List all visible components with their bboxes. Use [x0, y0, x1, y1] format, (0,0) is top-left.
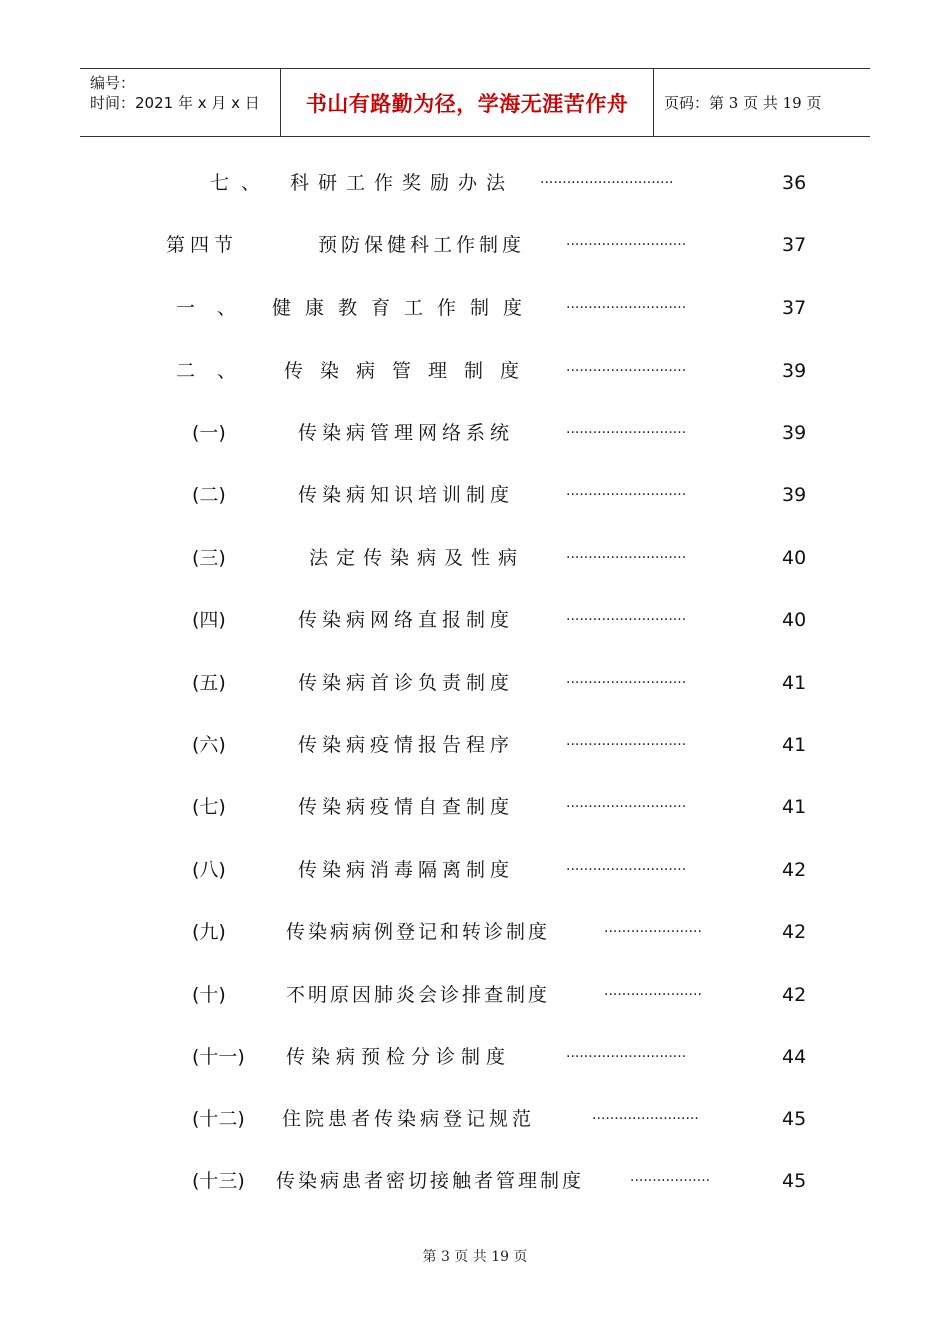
- toc-entry-title: 住院患者传染病登记规范: [282, 1108, 536, 1130]
- toc-entry-leader: ···························: [566, 237, 687, 253]
- toc-entry-title: 传染病管理网络系统: [298, 422, 515, 444]
- toc-entry-leader: ··················: [630, 1173, 711, 1189]
- toc-entry-number: (一): [192, 422, 226, 444]
- toc-entry-number: 七、: [210, 172, 273, 194]
- toc-entry-page: 41: [782, 796, 807, 818]
- toc-entry-leader: ···························: [566, 425, 687, 441]
- toc-entry-page: 40: [782, 547, 807, 569]
- header-page-info: 页码：第 3 页 共 19 页: [664, 94, 822, 112]
- toc-entry-page: 37: [782, 234, 807, 256]
- document-number-label: 编号：: [90, 74, 136, 92]
- toc-entry-title: 法定传染病及性病: [309, 547, 526, 569]
- toc-entry-number: (二): [192, 484, 226, 506]
- toc-entry-leader: ···························: [566, 799, 687, 815]
- toc-entry-number: (六): [192, 734, 226, 756]
- toc-entry-title: 传染病疫情自查制度: [298, 796, 515, 818]
- toc-entry-page: 42: [782, 859, 807, 881]
- toc-entry-page: 39: [782, 360, 807, 382]
- toc-entry-page: 36: [782, 172, 807, 194]
- toc-entry-title: 传染病管理制度: [284, 360, 537, 382]
- toc-entry-title: 预防保健科工作制度: [318, 234, 526, 256]
- toc-entry-leader: ···························: [566, 363, 687, 379]
- toc-entry-number: (五): [192, 672, 226, 694]
- toc-entry-leader: ···························: [566, 1049, 687, 1065]
- toc-entry-leader: ···························: [566, 612, 687, 628]
- toc-entry-number: (十一): [192, 1046, 245, 1068]
- toc-entry-page: 44: [782, 1046, 807, 1068]
- page-footer: 第 3 页 共 19 页: [422, 1249, 528, 1265]
- toc-entry-number: (四): [192, 609, 226, 631]
- toc-entry-title: 不明原因肺炎会诊排查制度: [286, 984, 551, 1006]
- toc-entry-title: 传染病疫情报告程序: [298, 734, 515, 756]
- toc-entry-page: 40: [782, 609, 807, 631]
- toc-entry-leader: ······················: [604, 924, 702, 940]
- toc-entry-page: 45: [782, 1170, 807, 1192]
- toc-entry-title: 传染病首诊负责制度: [298, 672, 515, 694]
- toc-entry-leader: ···························: [566, 487, 687, 503]
- toc-entry-title: 传染病预检分诊制度: [286, 1046, 512, 1068]
- toc-entry-number: (八): [192, 859, 226, 881]
- toc-entry-title: 传染病患者密切接触者管理制度: [276, 1170, 585, 1192]
- motto: 书山有路勤为径，学海无涯苦作舟: [305, 90, 629, 116]
- toc-entry-leader: ···························: [566, 550, 687, 566]
- toc-entry-leader: ······························: [540, 175, 674, 191]
- toc-entry-number: 二、: [176, 360, 259, 382]
- toc-entry-number: 一、: [176, 297, 259, 319]
- toc-entry-number: (十): [192, 984, 226, 1006]
- toc-entry-leader: ···························: [566, 675, 687, 691]
- toc-entry-title: 健康教育工作制度: [272, 297, 537, 319]
- toc-entry-title: 传染病知识培训制度: [298, 484, 515, 506]
- toc-entry-leader: ···························: [566, 737, 687, 753]
- toc-entry-title: 科研工作奖励办法: [290, 172, 515, 194]
- toc-entry-leader: ······················: [604, 987, 702, 1003]
- toc-entry-title: 传染病病例登记和转诊制度: [286, 921, 551, 943]
- toc-entry-number: 第四节: [166, 234, 239, 256]
- toc-entry-page: 41: [782, 734, 807, 756]
- toc-entry-title: 传染病消毒隔离制度: [298, 859, 515, 881]
- toc-entry-title: 传染病网络直报制度: [298, 609, 515, 631]
- toc-entry-page: 42: [782, 921, 807, 943]
- toc-entry-page: 37: [782, 297, 807, 319]
- toc-entry-number: (十三): [192, 1170, 245, 1192]
- toc-entry-page: 45: [782, 1108, 807, 1130]
- toc-entry-number: (十二): [192, 1108, 245, 1130]
- toc-entry-page: 39: [782, 422, 807, 444]
- toc-entry-number: (三): [192, 547, 226, 569]
- toc-entry-page: 41: [782, 672, 807, 694]
- toc-entry-page: 39: [782, 484, 807, 506]
- toc-entry-page: 42: [782, 984, 807, 1006]
- toc-entry-leader: ························: [592, 1111, 699, 1127]
- toc-entry-number: (七): [192, 796, 226, 818]
- toc-entry-number: (九): [192, 921, 226, 943]
- document-date: 时间：2021 年 x 月 x 日: [90, 94, 260, 112]
- toc-entry-leader: ···························: [566, 862, 687, 878]
- toc-entry-leader: ···························: [566, 300, 687, 316]
